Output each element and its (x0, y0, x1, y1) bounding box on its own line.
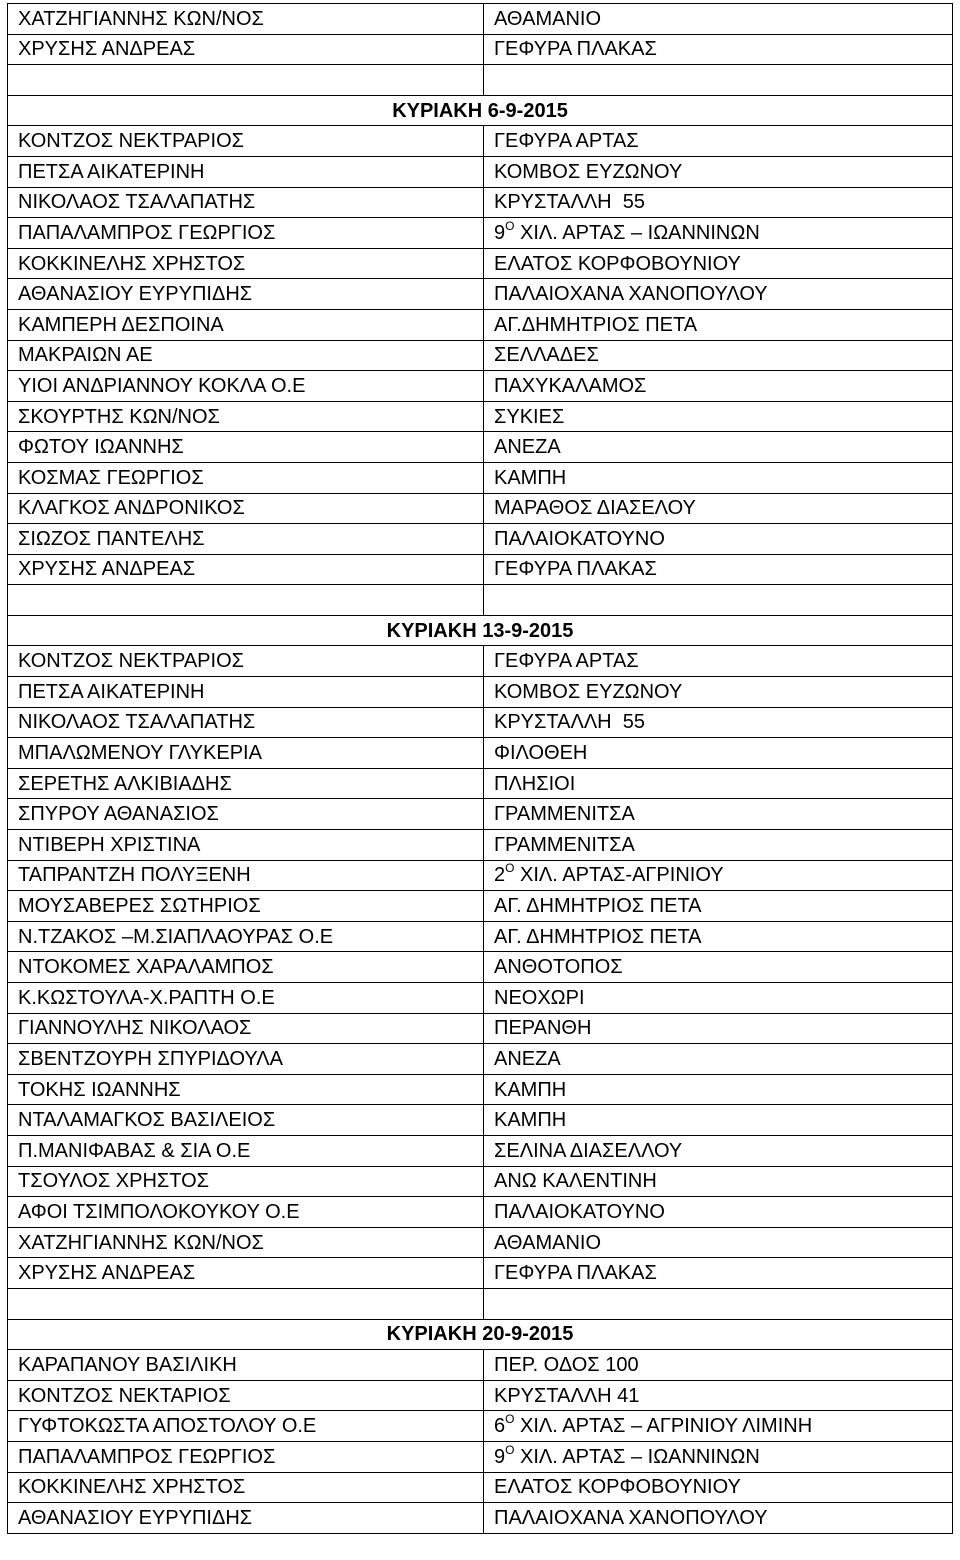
location-km-number: 9 (494, 221, 506, 244)
name-cell: ΤΣΟΥΛΟΣ ΧΡΗΣΤΟΣ (8, 1166, 484, 1197)
location-cell: ΓΕΦΥΡΑ ΠΛΑΚΑΣ (484, 1258, 953, 1289)
location-cell: ΚΡΥΣΤΑΛΛΗ 55 (484, 187, 953, 218)
location-km-number: 6 (494, 1415, 506, 1438)
name-cell: ΓΙΑΝΝΟΥΛΗΣ ΝΙΚΟΛΑΟΣ (8, 1013, 484, 1044)
table-row (8, 493, 953, 524)
name-cell: ΦΩΤΟΥ ΙΩΑΝΝΗΣ (8, 432, 484, 463)
ordinal-superscript: Ο (505, 861, 515, 876)
location-cell (484, 218, 953, 249)
table-row (8, 309, 953, 340)
location-cell: ΣΕΛΛΑΔΕΣ (484, 340, 953, 371)
blank-cell (8, 65, 484, 96)
location-cell: ΜΑΡΑΘΟΣ ΔΙΑΣΕΛΟΥ (484, 493, 953, 524)
table-row (8, 738, 953, 769)
location-text: ΧΙΛ. ΑΡΤΑΣ – ΙΩΑΝΝΙΝΩΝ (514, 1445, 760, 1468)
location-cell: ΑΝΘΟΤΟΠΟΣ (484, 952, 953, 983)
name-cell: Ν.ΤΖΑΚΟΣ –Μ.ΣΙΑΠΛΑΟΥΡΑΣ Ο.Ε (8, 921, 484, 952)
schedule-table (7, 3, 953, 1534)
name-cell: ΚΟΝΤΖΟΣ ΝΕΚΤΡΑΡΙΟΣ (8, 646, 484, 677)
name-cell: ΧΑΤΖΗΓΙΑΝΝΗΣ ΚΩΝ/ΝΟΣ (8, 4, 484, 35)
date-header-row (8, 1319, 953, 1350)
location-km-number: 2 (494, 864, 506, 887)
name-cell: ΣΙΩΖΟΣ ΠΑΝΤΕΛΗΣ (8, 524, 484, 555)
blank-cell (484, 65, 953, 96)
ordinal-superscript: Ο (505, 1442, 515, 1457)
location-cell: ΑΓ.ΔΗΜΗΤΡΙΟΣ ΠΕΤΑ (484, 309, 953, 340)
location-cell: ΚΟΜΒΟΣ ΕΥΖΩΝΟΥ (484, 156, 953, 187)
location-text: ΧΙΛ. ΑΡΤΑΣ-ΑΓΡΙΝΙΟΥ (514, 864, 724, 887)
name-cell: ΠΕΤΣΑ ΑΙΚΑΤΕΡΙΝΗ (8, 677, 484, 708)
location-cell: ΓΡΑΜΜΕΝΙΤΣΑ (484, 799, 953, 830)
table-row (8, 1472, 953, 1503)
location-text: ΧΙΛ. ΑΡΤΑΣ – ΑΓΡΙΝΙΟΥ ΛΙΜΙΝΗ (514, 1415, 813, 1438)
location-cell: ΑΓ. ΔΗΜΗΤΡΙΟΣ ΠΕΤΑ (484, 891, 953, 922)
location-cell: ΝΕΟΧΩΡΙ (484, 983, 953, 1014)
location-cell: ΚΡΥΣΤΑΛΛΗ 55 (484, 707, 953, 738)
ordinal-superscript: Ο (505, 1412, 515, 1427)
location-cell: ΑΝΕΖΑ (484, 432, 953, 463)
table-row (8, 432, 953, 463)
location-cell (484, 1411, 953, 1442)
location-cell: ΠΑΛΑΙΟΧΑΝΑ ΧΑΝΟΠΟΥΛΟΥ (484, 1503, 953, 1534)
name-cell: ΥΙΟΙ ΑΝΔΡΙΑΝΝΟΥ ΚΟΚΛΑ Ο.Ε (8, 371, 484, 402)
table-row (8, 707, 953, 738)
name-cell: ΜΟΥΣΑΒΕΡΕΣ ΣΩΤΗΡΙΟΣ (8, 891, 484, 922)
location-cell: ΠΑΛΑΙΟΚΑΤΟΥΝΟ (484, 1197, 953, 1228)
blank-cell (8, 585, 484, 616)
location-cell: ΠΑΛΑΙΟΧΑΝΑ ΧΑΝΟΠΟΥΛΟΥ (484, 279, 953, 310)
name-cell: ΝΙΚΟΛΑΟΣ ΤΣΑΛΑΠΑΤΗΣ (8, 187, 484, 218)
name-cell: ΝΤΑΛΑΜΑΓΚΟΣ ΒΑΣΙΛΕΙΟΣ (8, 1105, 484, 1136)
blank-row (8, 65, 953, 96)
table-row (8, 860, 953, 891)
blank-row (8, 1288, 953, 1319)
date-header: ΚΥΡΙΑΚΗ 13-9-2015 (8, 615, 953, 646)
location-cell: ΕΛΑΤΟΣ ΚΟΡΦΟΒΟΥΝΙΟΥ (484, 248, 953, 279)
name-cell: ΚΟΚΚΙΝΕΛΗΣ ΧΡΗΣΤΟΣ (8, 1472, 484, 1503)
name-cell: ΣΒΕΝΤΖΟΥΡΗ ΣΠΥΡΙΔΟΥΛΑ (8, 1044, 484, 1075)
table-row (8, 218, 953, 249)
name-cell: ΚΛΑΓΚΟΣ ΑΝΔΡΟΝΙΚΟΣ (8, 493, 484, 524)
table-row (8, 371, 953, 402)
table-row (8, 524, 953, 555)
table-row (8, 340, 953, 371)
location-cell: ΓΕΦΥΡΑ ΑΡΤΑΣ (484, 646, 953, 677)
name-cell: ΧΑΤΖΗΓΙΑΝΝΗΣ ΚΩΝ/ΝΟΣ (8, 1227, 484, 1258)
location-km-number: 9 (494, 1445, 506, 1468)
table-row (8, 1044, 953, 1075)
name-cell: ΝΤΙΒΕΡΗ ΧΡΙΣΤΙΝΑ (8, 830, 484, 861)
blank-row (8, 585, 953, 616)
name-cell: ΚΑΜΠΕΡΗ ΔΕΣΠΟΙΝΑ (8, 309, 484, 340)
table-row (8, 248, 953, 279)
location-cell: ΚΟΜΒΟΣ ΕΥΖΩΝΟΥ (484, 677, 953, 708)
name-cell: ΠΑΠΑΛΑΜΠΡΟΣ ΓΕΩΡΓΙΟΣ (8, 1441, 484, 1472)
location-cell: ΑΝΩ ΚΑΛΕΝΤΙΝΗ (484, 1166, 953, 1197)
date-header: ΚΥΡΙΑΚΗ 20-9-2015 (8, 1319, 953, 1350)
name-cell: ΤΟΚΗΣ ΙΩΑΝΝΗΣ (8, 1074, 484, 1105)
location-cell: ΑΘΑΜΑΝΙΟ (484, 4, 953, 35)
table-row (8, 983, 953, 1014)
table-row (8, 462, 953, 493)
name-cell: ΚΟΣΜΑΣ ΓΕΩΡΓΙΟΣ (8, 462, 484, 493)
table-row (8, 799, 953, 830)
date-header-row (8, 95, 953, 126)
table-row (8, 1258, 953, 1289)
table-row (8, 1135, 953, 1166)
table-row (8, 1227, 953, 1258)
table-row (8, 1441, 953, 1472)
name-cell: Π.ΜΑΝΙΦΑΒΑΣ & ΣΙΑ Ο.Ε (8, 1135, 484, 1166)
table-row (8, 34, 953, 65)
name-cell: ΧΡΥΣΗΣ ΑΝΔΡΕΑΣ (8, 1258, 484, 1289)
location-cell: ΚΑΜΠΗ (484, 462, 953, 493)
location-cell: ΠΕΡΑΝΘΗ (484, 1013, 953, 1044)
table-row (8, 1350, 953, 1381)
name-cell: ΑΦΟΙ ΤΣΙΜΠΟΛΟΚΟΥΚΟΥ Ο.Ε (8, 1197, 484, 1228)
name-cell: ΑΘΑΝΑΣΙΟΥ ΕΥΡΥΠΙΔΗΣ (8, 279, 484, 310)
location-cell: ΑΓ. ΔΗΜΗΤΡΙΟΣ ΠΕΤΑ (484, 921, 953, 952)
location-cell: ΚΡΥΣΤΑΛΛΗ 41 (484, 1380, 953, 1411)
name-cell: ΣΠΥΡΟΥ ΑΘΑΝΑΣΙΟΣ (8, 799, 484, 830)
location-cell: ΚΑΜΠΗ (484, 1074, 953, 1105)
name-cell: ΣΚΟΥΡΤΗΣ ΚΩΝ/ΝΟΣ (8, 401, 484, 432)
table-row (8, 1503, 953, 1534)
name-cell: ΚΑΡΑΠΑΝΟΥ ΒΑΣΙΛΙΚΗ (8, 1350, 484, 1381)
table-row (8, 830, 953, 861)
location-cell: ΠΑΛΑΙΟΚΑΤΟΥΝΟ (484, 524, 953, 555)
table-row (8, 401, 953, 432)
name-cell: ΧΡΥΣΗΣ ΑΝΔΡΕΑΣ (8, 34, 484, 65)
blank-cell (8, 1288, 484, 1319)
table-row (8, 1105, 953, 1136)
name-cell: ΓΥΦΤΟΚΩΣΤΑ ΑΠΟΣΤΟΛΟΥ Ο.Ε (8, 1411, 484, 1442)
location-cell: ΦΙΛΟΘΕΗ (484, 738, 953, 769)
name-cell: ΝΤΟΚΟΜΕΣ ΧΑΡΑΛΑΜΠΟΣ (8, 952, 484, 983)
schedule-body (8, 4, 953, 1534)
name-cell: ΠΑΠΑΛΑΜΠΡΟΣ ΓΕΩΡΓΙΟΣ (8, 218, 484, 249)
date-header-row (8, 615, 953, 646)
location-cell: ΓΕΦΥΡΑ ΑΡΤΑΣ (484, 126, 953, 157)
table-row (8, 1380, 953, 1411)
blank-cell (484, 1288, 953, 1319)
table-row (8, 1197, 953, 1228)
name-cell: Κ.ΚΩΣΤΟΥΛΑ-Χ.ΡΑΠΤΗ Ο.Ε (8, 983, 484, 1014)
blank-cell (484, 585, 953, 616)
table-row (8, 4, 953, 35)
location-cell: ΚΑΜΠΗ (484, 1105, 953, 1136)
table-row (8, 677, 953, 708)
date-header: ΚΥΡΙΑΚΗ 6-9-2015 (8, 95, 953, 126)
location-cell: ΠΕΡ. ΟΔΟΣ 100 (484, 1350, 953, 1381)
name-cell: ΜΑΚΡΑΙΩΝ ΑΕ (8, 340, 484, 371)
location-cell (484, 860, 953, 891)
location-cell: ΑΝΕΖΑ (484, 1044, 953, 1075)
name-cell: ΧΡΥΣΗΣ ΑΝΔΡΕΑΣ (8, 554, 484, 585)
table-row (8, 1166, 953, 1197)
table-row (8, 1074, 953, 1105)
location-cell: ΣΥΚΙΕΣ (484, 401, 953, 432)
location-cell: ΣΕΛΙΝΑ ΔΙΑΣΕΛΛΟΥ (484, 1135, 953, 1166)
name-cell: ΜΠΑΛΩΜΕΝΟΥ ΓΛΥΚΕΡΙΑ (8, 738, 484, 769)
name-cell: ΣΕΡΕΤΗΣ ΑΛΚΙΒΙΑΔΗΣ (8, 768, 484, 799)
location-cell: ΠΛΗΣΙΟΙ (484, 768, 953, 799)
table-row (8, 952, 953, 983)
table-row (8, 156, 953, 187)
table-row (8, 279, 953, 310)
name-cell: ΚΟΝΤΖΟΣ ΝΕΚΤΑΡΙΟΣ (8, 1380, 484, 1411)
table-row (8, 187, 953, 218)
table-row (8, 1013, 953, 1044)
table-row (8, 554, 953, 585)
location-cell: ΠΑΧΥΚΑΛΑΜΟΣ (484, 371, 953, 402)
table-row (8, 126, 953, 157)
name-cell: ΠΕΤΣΑ ΑΙΚΑΤΕΡΙΝΗ (8, 156, 484, 187)
name-cell: ΚΟΝΤΖΟΣ ΝΕΚΤΡΑΡΙΟΣ (8, 126, 484, 157)
location-cell: ΓΕΦΥΡΑ ΠΛΑΚΑΣ (484, 34, 953, 65)
ordinal-superscript: Ο (505, 218, 515, 233)
table-row (8, 921, 953, 952)
location-text: ΧΙΛ. ΑΡΤΑΣ – ΙΩΑΝΝΙΝΩΝ (514, 221, 760, 244)
location-cell: ΓΡΑΜΜΕΝΙΤΣΑ (484, 830, 953, 861)
name-cell: ΚΟΚΚΙΝΕΛΗΣ ΧΡΗΣΤΟΣ (8, 248, 484, 279)
location-cell (484, 1441, 953, 1472)
table-row (8, 768, 953, 799)
table-row (8, 1411, 953, 1442)
table-row (8, 646, 953, 677)
name-cell: ΤΑΠΡΑΝΤΖΗ ΠΟΛΥΞΕΝΗ (8, 860, 484, 891)
name-cell: ΝΙΚΟΛΑΟΣ ΤΣΑΛΑΠΑΤΗΣ (8, 707, 484, 738)
name-cell: ΑΘΑΝΑΣΙΟΥ ΕΥΡΥΠΙΔΗΣ (8, 1503, 484, 1534)
table-row (8, 891, 953, 922)
location-cell: ΑΘΑΜΑΝΙΟ (484, 1227, 953, 1258)
location-cell: ΕΛΑΤΟΣ ΚΟΡΦΟΒΟΥΝΙΟΥ (484, 1472, 953, 1503)
location-cell: ΓΕΦΥΡΑ ΠΛΑΚΑΣ (484, 554, 953, 585)
